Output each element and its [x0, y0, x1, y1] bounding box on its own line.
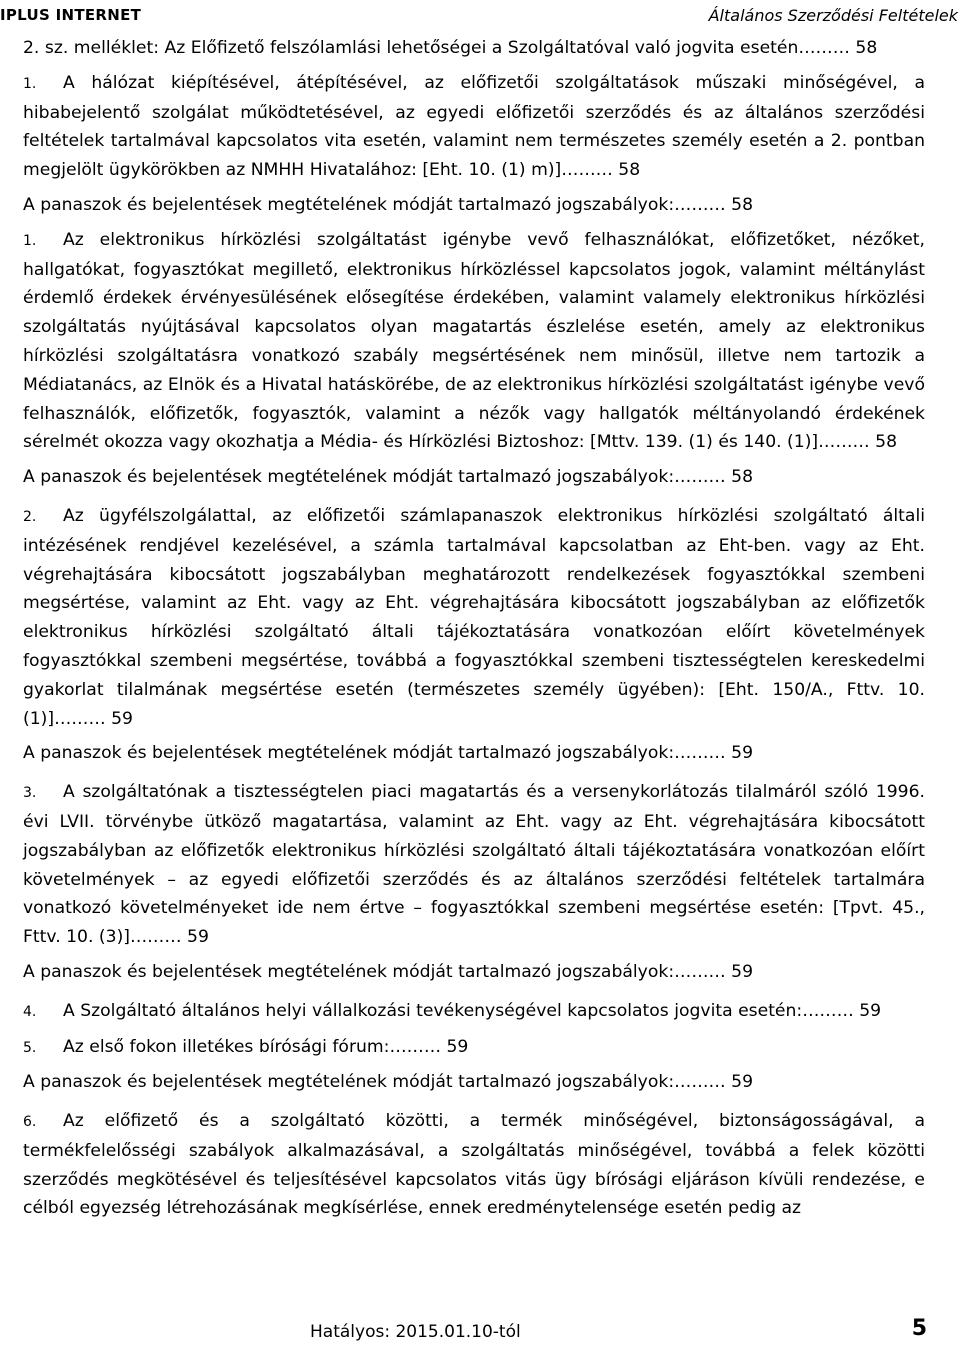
company-name: IPLUS INTERNET — [0, 6, 142, 24]
toc-entry-number: 3. — [23, 785, 37, 802]
toc-page-number: 58 — [731, 194, 754, 215]
toc-entry[interactable] — [23, 1107, 925, 1223]
toc-entry-number: 1. — [23, 75, 37, 92]
toc-entry[interactable]: A panaszok és bejelentések megtételének módját tartalmazó jogszabályok:……… 59 — [23, 1072, 754, 1093]
toc-entry-number: 5. — [23, 1039, 37, 1056]
toc-entry-text: A Szolgáltató általános helyi vállalkozási tevékenységével kapcsolatos jogvita esetén: — [63, 1000, 803, 1021]
toc-entry-text: A panaszok és bejelentések megtételének módját tartalmazó jogszabályok: — [23, 467, 675, 488]
toc-page-number: 59 — [731, 1072, 754, 1093]
toc-entry[interactable]: A panaszok és bejelentések megtételének módját tartalmazó jogszabályok:……… 58 — [23, 194, 754, 215]
page-number: 5 — [911, 1316, 927, 1341]
toc-page-number: 59 — [731, 743, 754, 764]
toc-page-number: 58 — [855, 38, 878, 58]
toc-entry[interactable]: 1. A hálózat kiépítésével, átépítésével, az előfizetői szolgáltatások műszaki minőségével, a hibabejelentő szolgálat működtetésével, az egyedi előfizetői szerződés és az általános szerződési feltételek tartalmával kapcsolatos vita esetén, valamint nem természetes személy esetén a 2. pontban megjelölt ügykörökben az NMHH Hivatalához: [Eht. 10. (1) m)]……… 58 — [23, 69, 925, 185]
toc-page-number: 59 — [731, 961, 754, 982]
toc-entry[interactable]: 4. A Szolgáltató általános helyi vállalkozási tevékenységével kapcsolatos jogvita esetén:……… 59 — [23, 997, 925, 1027]
toc-page-number: 59 — [187, 927, 209, 948]
toc-entry-text: Az előfizető és a szolgáltató közötti, a termék minőségével, biztonságosságával, a termékfelelősségi szabályok alkalmazásával, a szolgáltatás minőségével, továbbá a felek közötti szerződés megkötésével és teljesítésével kapcsolatos vitás ügy bírósági eljáráson kívüli rendezése, e célból egyezség létrehozásának megkísérlése, ennek eredménytelensége esetén pedig az — [23, 1111, 925, 1219]
table-of-contents — [23, 34, 925, 1223]
toc-entry-text: 2. sz. melléklet: Az Előfizető felszólamlási lehetőségei a Szolgáltatóval való jogvita esetén — [23, 38, 799, 58]
toc-entry-text: A panaszok és bejelentések megtételének módját tartalmazó jogszabályok: — [23, 1072, 675, 1093]
toc-page-number: 58 — [875, 432, 898, 453]
toc-page-number: 58 — [731, 467, 754, 488]
toc-page-number: 58 — [618, 160, 641, 181]
effective-date: Hatályos: 2015.01.10-tól — [310, 1322, 521, 1342]
toc-page-number: 59 — [446, 1036, 469, 1057]
toc-entry[interactable]: A panaszok és bejelentések megtételének módját tartalmazó jogszabályok:……… 59 — [23, 961, 754, 982]
toc-entry-text: Az első fokon illetékes bírósági fórum: — [63, 1036, 390, 1057]
toc-entry[interactable]: 2. sz. melléklet: Az Előfizető felszólamlási lehetőségei a Szolgáltatóval való jogvita esetén……… 58 — [23, 38, 878, 58]
document-title: Általános Szerződési Feltételek — [708, 6, 958, 25]
toc-entry-text: A hálózat kiépítésével, átépítésével, az előfizetői szolgáltatások műszaki minőségével, a hibabejelentő szolgálat működtetésével, az egyedi előfizetői szerződés és az általános szerződési feltételek tartalmával kapcsolatos vita esetén, valamint nem természetes személy esetén a 2. pontban megjelölt ügykörökben az NMHH Hivatalához: [Eht. 10. (1) m)] — [23, 72, 925, 181]
toc-entry-text: Az elektronikus hírközlési szolgáltatást igénybe vevő felhasználókat, előfizetőket, nézőket, hallgatókat, fogyasztókat megillető, elektronikus hírközléssel kapcsolatos jogok, valamint méltánylást érdemlő érdekek érvényesülésének elősegítése érdekében, valamint valamely elektronikus hírközlési szolgáltatás nyújtásával kapcsolatos olyan magatartás észlelése esetén, amely az elektronikus hírközlési szolgáltatásra vonatkozó szabály megsértésének nem minősül, illetve nem tartozik a Médiatanács, az Elnök és a Hivatal hatáskörébe, de az elektronikus hírközlési szolgáltatást igénybe vevő felhasználók, előfizetők, fogyasztók, valamint a nézők vagy hallgatók méltányolandó érdekének sérelmét okozza vagy okozhatja a Média- és Hírközlési Biztoshoz: [Mttv. 139. (1) és 140. (1)] — [23, 229, 925, 453]
toc-entry[interactable]: 3. A szolgáltatónak a tisztességtelen piaci magatartás és a versenykorlátozás tilalmáról szóló 1996. évi LVII. törvénybe ütköző magatartása, valamint az Eht. vagy az Eht. végrehajtására kibocsátott jogszabályban az előfizetők elektronikus hírközlési szolgáltató általi tájékoztatására vonatkozóan előírt követelmények – az egyedi előfizetői szerződés és az általános szerződési feltételek tartalmára vonatkozó követelményeket ide nem értve – fogyasztókkal szembeni megsértése esetén: [Tpvt. 45., Fttv. 10. (3)]……… 59 — [23, 778, 925, 952]
toc-entry[interactable]: A panaszok és bejelentések megtételének módját tartalmazó jogszabályok:……… 59 — [23, 743, 754, 764]
toc-entry[interactable]: 2. Az ügyfélszolgálattal, az előfizetői számlapanaszok elektronikus hírközlési szolgáltató általi intézésének rendjével kezelésével, a számla tartalmával kapcsolatban az Eht-ben. vagy az Eht. végrehajtására kibocsátott jogszabályban meghatározott rendelkezések fogyasztókkal szembeni megsértése, valamint az Eht. vagy az Eht. végrehajtására kibocsátott jogszabályban az előfizetők elektronikus hírközlési szolgáltató általi tájékoztatására vonatkozóan előírt követelmények fogyasztókkal szembeni megsértése, továbbá a fogyasztókkal szembeni tisztességtelen kereskedelmi gyakorlat tilalmának megsértése esetén (természetes személy ügyében): [Eht. 150/A., Fttv. 10. (1)]……… 59 — [23, 502, 925, 733]
toc-entry-text: Az ügyfélszolgálattal, az előfizetői számlapanaszok elektronikus hírközlési szolgáltató általi intézésének rendjével kezelésével, a számla tartalmával kapcsolatban az Eht-ben. vagy az Eht. végrehajtására kibocsátott jogszabályban meghatározott rendelkezések fogyasztókkal szembeni megsértése, valamint az Eht. vagy az Eht. végrehajtására kibocsátott jogszabályban az előfizetők elektronikus hírközlési szolgáltató általi tájékoztatására vonatkozóan előírt követelmények fogyasztókkal szembeni megsértése, továbbá a fogyasztókkal szembeni tisztességtelen kereskedelmi gyakorlat tilalmának megsértése esetén (természetes személy ügyében): [Eht. 150/A., Fttv. 10. (1)] — [23, 505, 925, 729]
toc-entry-text: A szolgáltatónak a tisztességtelen piaci magatartás és a versenykorlátozás tilalmáról szóló 1996. évi LVII. törvénybe ütköző magatartása, valamint az Eht. vagy az Eht. végrehajtására kibocsátott jogszabályban az előfizetők elektronikus hírközlési szolgáltató általi tájékoztatására vonatkozóan előírt követelmények – az egyedi előfizetői szerződés és az általános szerződési feltételek tartalmára vonatkozó követelményeket ide nem értve – fogyasztókkal szembeni megsértése esetén: [Tpvt. 45., Fttv. 10. (3)] — [23, 782, 925, 948]
page-header — [0, 0, 960, 34]
toc-entry-text: A panaszok és bejelentések megtételének módját tartalmazó jogszabályok: — [23, 194, 675, 215]
toc-page-number: 59 — [859, 1000, 882, 1021]
toc-entry-number: 2. — [23, 508, 37, 525]
toc-entry[interactable]: 5. Az első fokon illetékes bírósági fórum:……… 59 — [23, 1033, 925, 1063]
toc-page-number: 59 — [111, 708, 133, 729]
toc-entry-text: A panaszok és bejelentések megtételének módját tartalmazó jogszabályok: — [23, 961, 675, 982]
toc-entry-number: 1. — [23, 232, 37, 249]
toc-entry-number: 6. — [23, 1114, 37, 1131]
toc-entry[interactable]: 1. Az elektronikus hírközlési szolgáltatást igénybe vevő felhasználókat, előfizetőket, nézőket, hallgatókat, fogyasztókat megillető, elektronikus hírközléssel kapcsolatos jogok, valamint méltánylást érdemlő érdekek érvényesülésének elősegítése érdekében, valamint valamely elektronikus hírközlési szolgáltatás nyújtásával kapcsolatos olyan magatartás észlelése esetén, amely az elektronikus hírközlési szolgáltatásra vonatkozó szabály megsértésének nem minősül, illetve nem tartozik a Médiatanács, az Elnök és a Hivatal hatáskörébe, de az elektronikus hírközlési szolgáltatást igénybe vevő felhasználók, előfizetők, fogyasztók, valamint a nézők vagy hallgatók méltányolandó érdekének sérelmét okozza vagy okozhatja a Média- és Hírközlési Biztoshoz: [Mttv. 139. (1) és 140. (1)]……… 58 — [23, 226, 925, 457]
toc-entry[interactable]: A panaszok és bejelentések megtételének módját tartalmazó jogszabályok:……… 58 — [23, 467, 754, 488]
toc-entry-number: 4. — [23, 1003, 37, 1020]
toc-entry-text: A panaszok és bejelentések megtételének módját tartalmazó jogszabályok: — [23, 743, 675, 764]
